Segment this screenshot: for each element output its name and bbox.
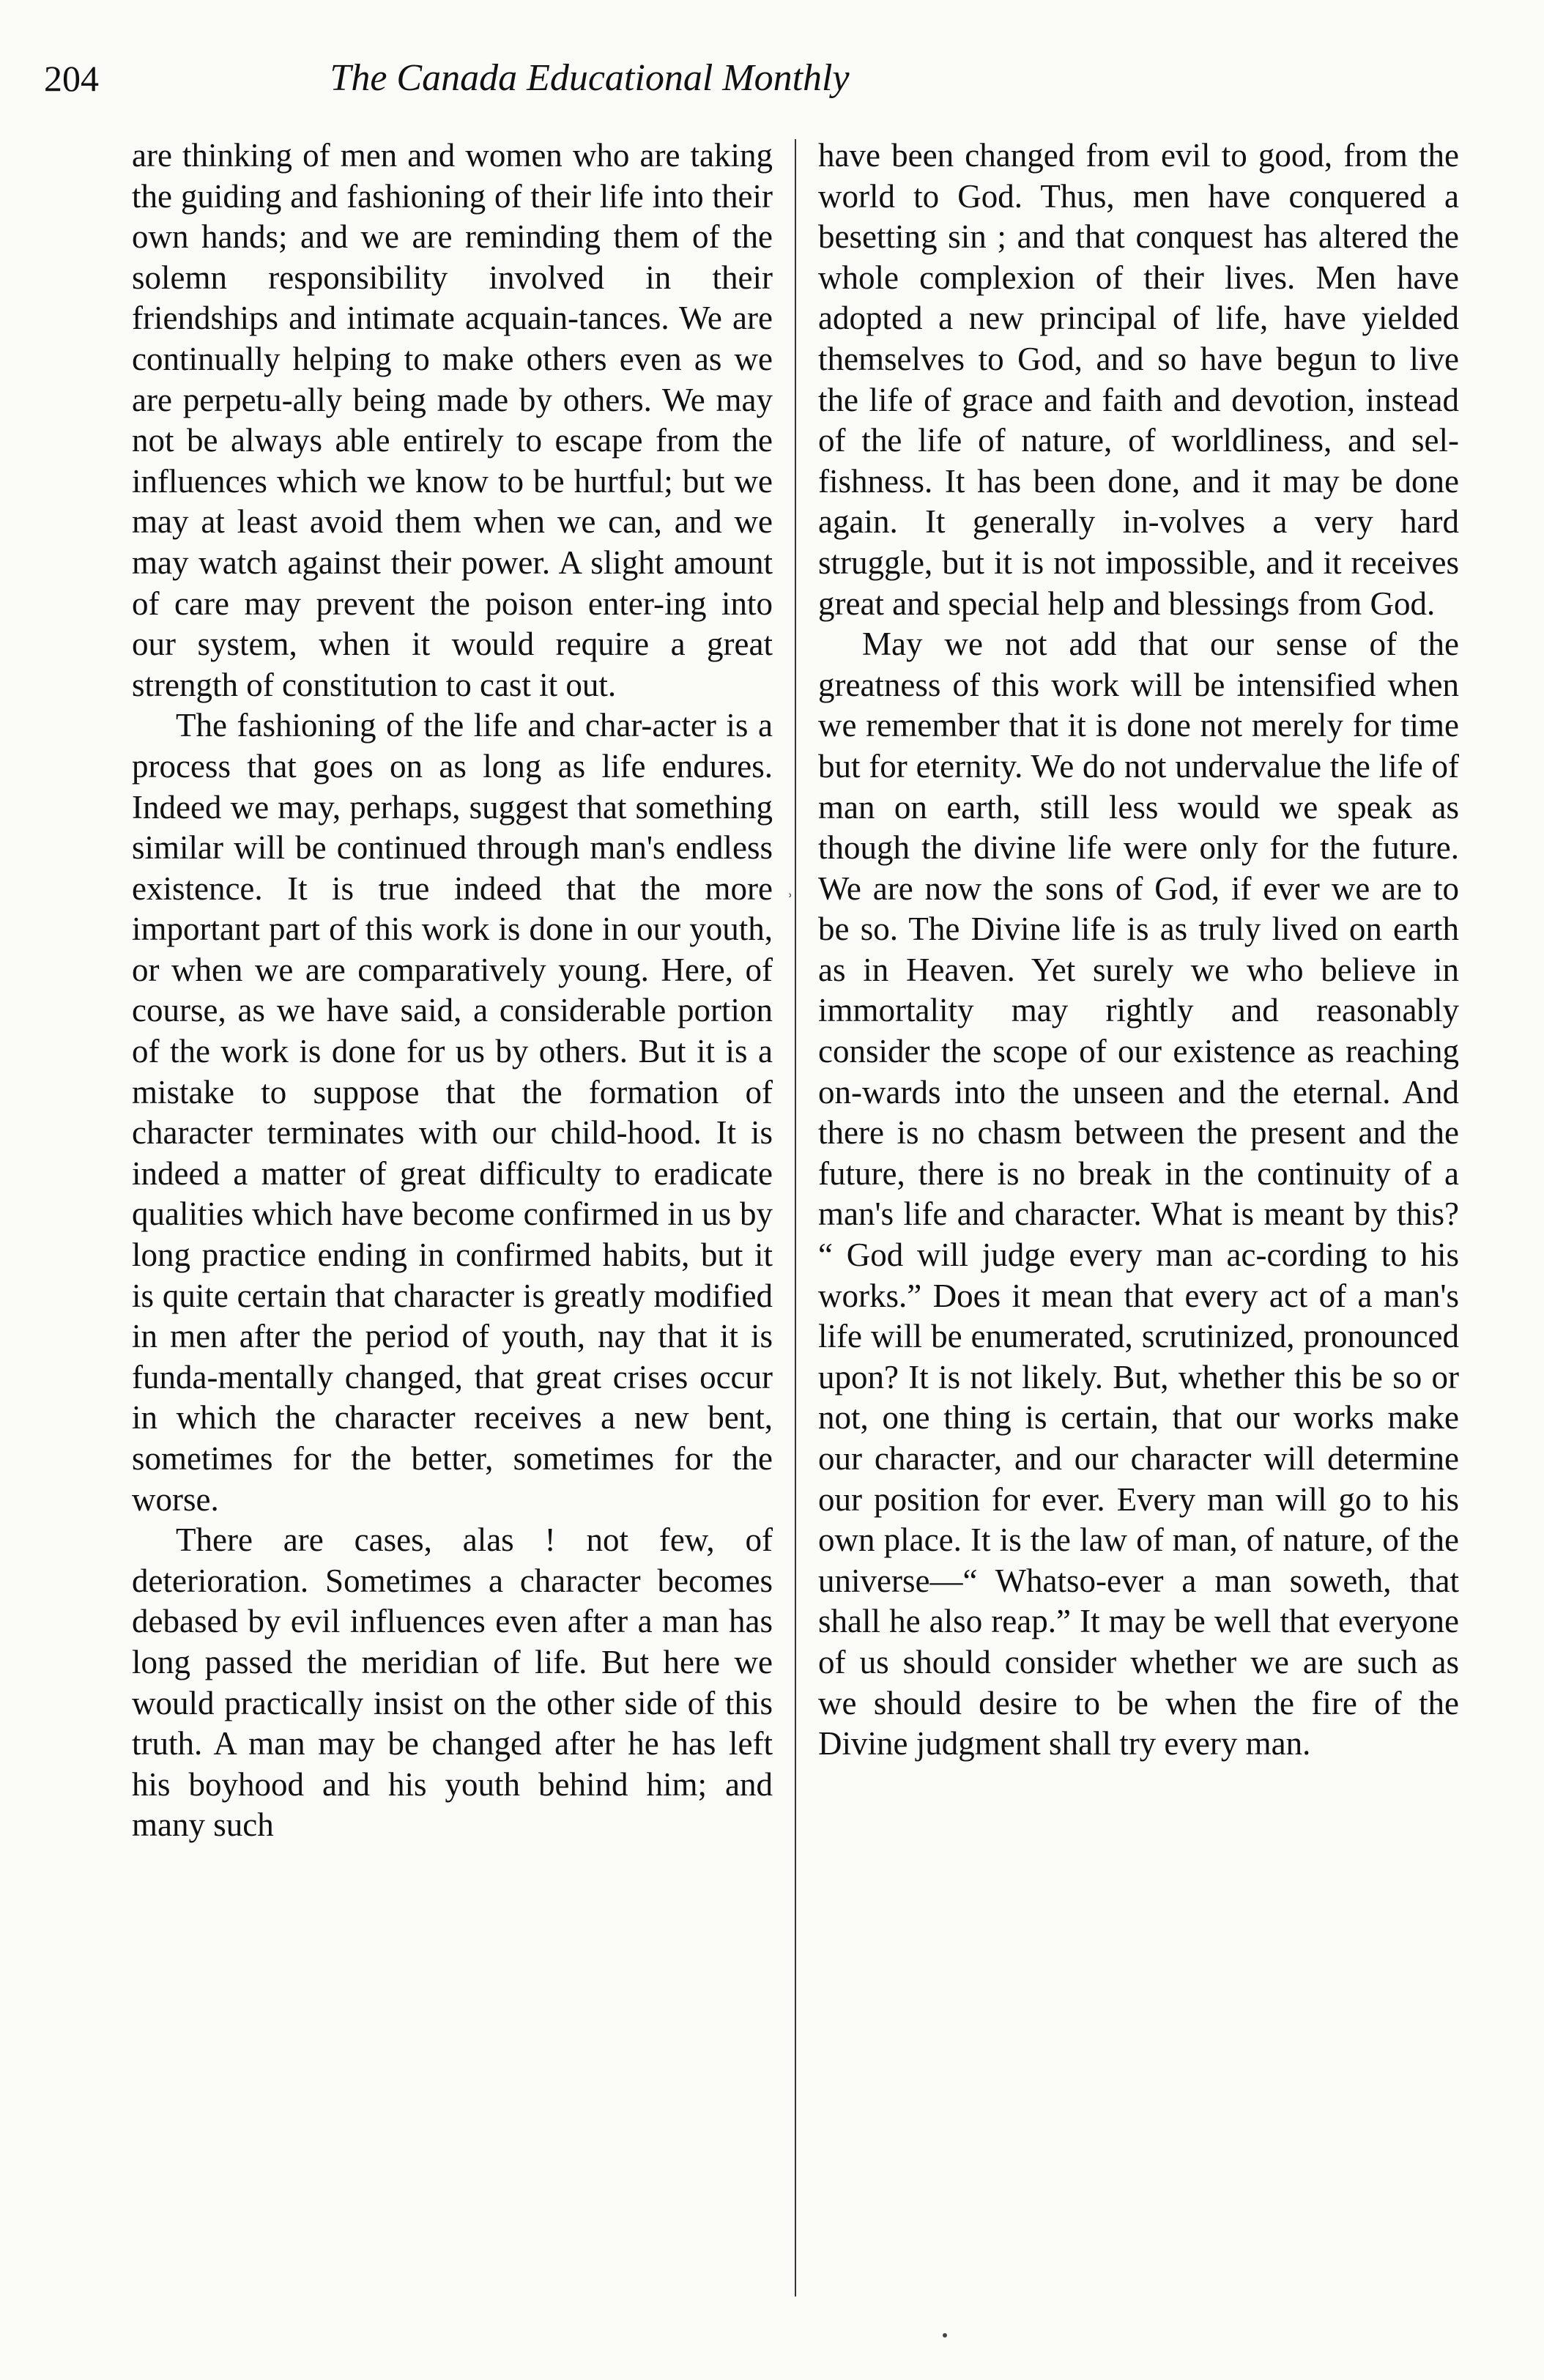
paragraph-continued: are thinking of men and women who are taking the guiding and fashioning of their life into their own hands; and we are reminding them of the solemn responsibility involved in their friendships and intimate acquain-tances. We are continually helping to make others even as we are perpetu-ally being made by others. We may not be always able entirely to escape from the influences which we know to be hurtful; but we may at least avoid them when we can, and we may watch against their power. A slight amount of care may prevent the poison enter-ing into our system, when it would require a great strength of constitution to cast it out. — [132, 137, 773, 703]
page-header — [44, 53, 1135, 104]
paragraph-fashioning: The fashioning of the life and char-acter is a process that goes on as long as life endures. Indeed we may, perhaps, suggest that something similar will be continued through man's endless existence. It is true indeed that the more important part of this work is done in our youth, or when we are comparatively young. Here, of course, as we have said, a considerable portion of the work is done for us by others. But it is a mistake to suppose that the formation of character terminates with our child-hood. It is indeed a matter of great difficulty to eradicate qualities which have become confirmed in us by long practice ending in confirmed habits, but it is quite certain that character is greatly modified in men after the period of youth, nay that it is funda-mentally changed, that great crises occur in which the character receives a new bent, sometimes for the better, sometimes for the worse. — [132, 707, 773, 1518]
paragraph-eternity: May we not add that our sense of the greatness of this work will be intensified when we remember that it is done not merely for time but for eternity. We do not undervalue the life of man on earth, still less would we speak as though the divine life were only for the future. We are now the sons of God, if ever we are to be so. The Divine life is as truly lived on earth as in Heaven. Yet surely we who believe in immortality may rightly and reasonably consider the scope of our existence as reaching on-wards into the unseen and the eternal. And there is no chasm between the present and the future, there is no break in the continuity of a man's life and character. What is meant by this? “ God will judge every man ac-cording to his works.” Does it mean that every act of a man's life will be enumerated, scrutinized, pronounced upon? It is not likely. But, whether this be so or not, one thing is certain, that our works make our character, and our character will determine our position for ever. Every man will go to his own place. It is the law of man, of nature, of the universe—“ Whatso-ever a man soweth, that shall he also reap.” It may be well that everyone of us should consider whether we are such as we should desire to be when the fire of the Divine judgment shall try every man. — [818, 626, 1459, 1762]
page-number: 204 — [44, 58, 99, 99]
right-column — [818, 136, 1459, 1765]
running-title: The Canada Educational Monthly — [330, 57, 850, 99]
column-divider — [795, 139, 796, 2296]
paragraph-deterioration: There are cases, alas ! not few, of deterioration. Sometimes a character becomes debased by evil influences even after a man has long passed the meridian of life. But here we would practically insist on the other side of this truth. A man may be changed after he has left his boyhood and his youth behind him; and many such — [132, 1521, 773, 1844]
print-speck — [943, 2333, 947, 2338]
print-mark: ʾ — [787, 891, 794, 913]
paragraph-changed: have been changed from evil to good, from the world to God. Thus, men have conquered a besetting sin ; and that conquest has altered the whole complexion of their lives. Men have adopted a new principal of life, have yielded themselves to God, and so have begun to live the life of grace and faith and devotion, instead of the life of nature, of worldliness, and sel-fishness. It has been done, and it may be done again. It generally in-volves a very hard struggle, but it is not impossible, and it receives great and special help and blessings from God. — [818, 137, 1459, 622]
left-column — [132, 136, 773, 1846]
